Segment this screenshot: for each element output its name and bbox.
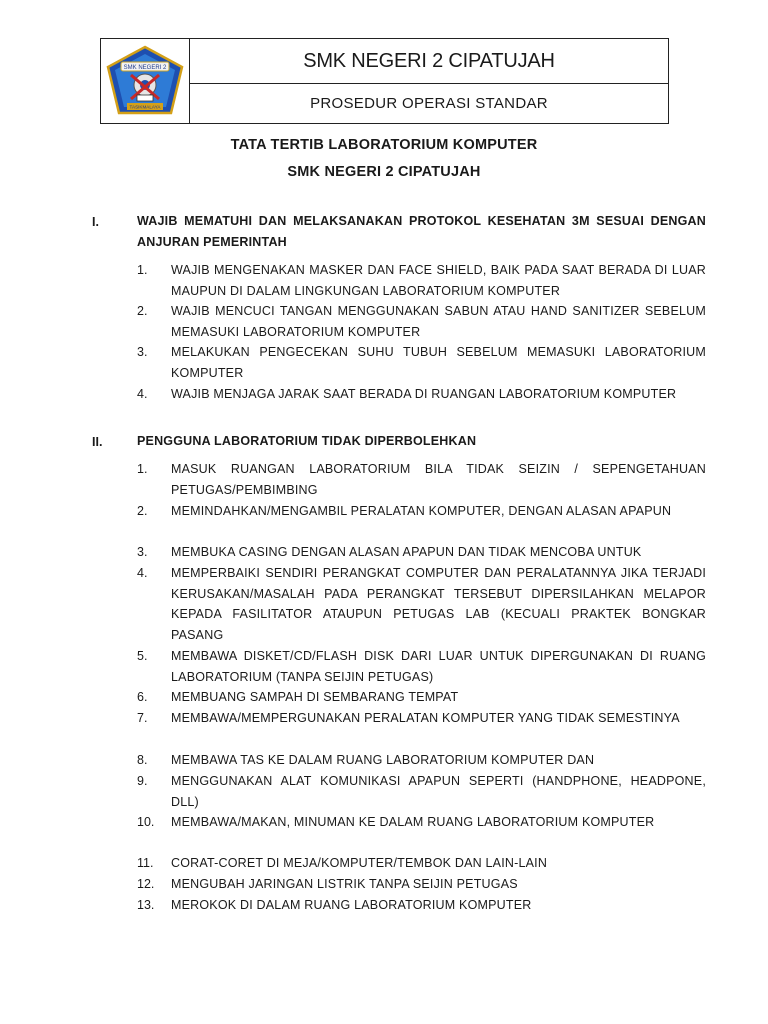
list-item: MEMBUKA CASING DENGAN ALASAN APAPUN DAN TIDAK MENCOBA UNTUK <box>171 545 642 559</box>
section-title: PENGGUNA LABORATORIUM TIDAK DIPERBOLEHKAN <box>137 434 477 448</box>
list-item: MEROKOK DI DALAM RUANG LABORATORIUM KOMPUTER <box>171 898 532 912</box>
list-item: WAJIB MENCUCI TANGAN MENGGUNAKAN SABUN ATAU HAND SANITIZER SEBELUM MEMASUKI LABORATORIUM KOMPUTER <box>171 304 706 339</box>
logo-cell <box>101 39 190 123</box>
list-item-number: 3. <box>137 345 148 359</box>
document-type: PROSEDUR OPERASI STANDAR <box>310 95 548 112</box>
list-item: MENGGUNAKAN ALAT KOMUNIKASI APAPUN SEPERTI (HANDPHONE, HEADPONE, DLL) <box>171 774 706 809</box>
list-item: MEMBAWA/MAKAN, MINUMAN KE DALAM RUANG LABORATORIUM KOMPUTER <box>171 815 655 829</box>
logo-footer: TASIKMALAYA <box>129 104 161 110</box>
list-item-number: 8. <box>137 753 148 767</box>
list-item: MELAKUKAN PENGECEKAN SUHU TUBUH SEBELUM MEMASUKI LABORATORIUM KOMPUTER <box>171 345 706 380</box>
list-item: WAJIB MENJAGA JARAK SAAT BERADA DI RUANGAN LABORATORIUM KOMPUTER <box>171 387 677 401</box>
list-item: MEMBUANG SAMPAH DI SEMBARANG TEMPAT <box>171 690 459 704</box>
list-item-number: 3. <box>137 545 148 559</box>
list-item-number: 4. <box>137 387 148 401</box>
section-title: WAJIB MEMATUHI DAN MELAKSANAKAN PROTOKOL KESEHATAN 3M SESUAI DENGAN ANJURAN PEMERINTAH <box>137 214 706 249</box>
list-item: WAJIB MENGENAKAN MASKER DAN FACE SHIELD, BAIK PADA SAAT BERADA DI LUAR MAUPUN DI DALAM LINGKUNGAN LABORATORIUM KOMPUTER <box>171 263 706 298</box>
document-header-table <box>100 38 669 124</box>
list-item-number: 1. <box>137 462 148 476</box>
list-item: MEMBAWA DISKET/CD/FLASH DISK DARI LUAR UNTUK DIPERGUNAKAN DI RUANG LABORATORIUM (TANPA SEIJIN PETUGAS) <box>171 649 706 684</box>
list-item: MEMPERBAIKI SENDIRI PERANGKAT COMPUTER DAN PERALATANNYA JIKA TERJADI KERUSAKAN/MASALAH PADA PERANGKAT TERSEBUT DIPERSILAHKAN MELAPOR KEPADA FASILITATOR ATAUPUN PETUGAS LAB (KECUALI PRAKTEK BONGKAR PASANG <box>171 566 706 642</box>
logo-caption: SMK NEGERI 2 <box>123 65 167 71</box>
list-item-number: 2. <box>137 304 148 318</box>
school-name: SMK NEGERI 2 CIPATUJAH <box>190 39 668 84</box>
list-item-number: 7. <box>137 711 148 725</box>
school-logo-icon <box>105 45 185 117</box>
list-item-number: 1. <box>137 263 148 277</box>
document-subtitle: SMK NEGERI 2 CIPATUJAH <box>287 164 481 180</box>
list-item-number: 9. <box>137 774 148 788</box>
list-item-number: 5. <box>137 649 148 663</box>
section-number: I. <box>92 215 99 229</box>
list-item: MEMBAWA/MEMPERGUNAKAN PERALATAN KOMPUTER YANG TIDAK SEMESTINYA <box>171 711 680 725</box>
list-item-number: 13. <box>137 898 155 912</box>
list-item: MENGUBAH JARINGAN LISTRIK TANPA SEIJIN PETUGAS <box>171 877 518 891</box>
section-number: II. <box>92 435 103 449</box>
list-item: CORAT-CORET DI MEJA/KOMPUTER/TEMBOK DAN LAIN-LAIN <box>171 856 548 870</box>
list-item-number: 11. <box>137 856 154 870</box>
list-item-number: 4. <box>137 566 148 580</box>
list-item-number: 6. <box>137 690 148 704</box>
document-title: TATA TERTIB LABORATORIUM KOMPUTER <box>230 137 538 153</box>
list-item: MASUK RUANGAN LABORATORIUM BILA TIDAK SEIZIN / SEPENGETAHUAN PETUGAS/PEMBIMBING <box>171 462 706 497</box>
list-item-number: 10. <box>137 815 155 829</box>
list-item: MEMINDAHKAN/MENGAMBIL PERALATAN KOMPUTER, DENGAN ALASAN APAPUN <box>171 504 672 518</box>
list-item-number: 2. <box>137 504 148 518</box>
list-item: MEMBAWA TAS KE DALAM RUANG LABORATORIUM KOMPUTER DAN <box>171 753 595 767</box>
list-item-number: 12. <box>137 877 155 891</box>
